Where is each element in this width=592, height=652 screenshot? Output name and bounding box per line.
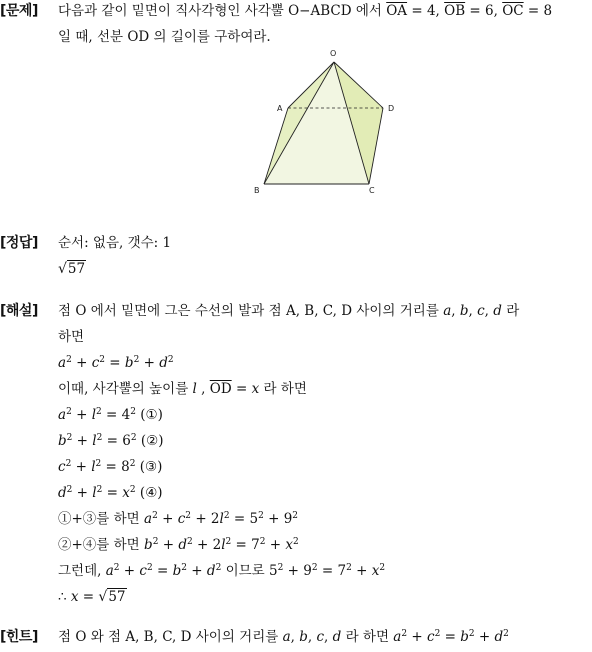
problem-line-1: 다음과 같이 밑면이 직사각형인 사각뿔 O−ABCD 에서 $\overline{OA} = 4$, $\overline{OB} = 6$, $\overline{OC} = 8$ [58,3,553,19]
solution-conclusion: 그런데, $a^2 + c^2 = b^2 + d^2$ 이므로 $5^2 + 9^2 = 7^2 + x^2$ [58,563,386,579]
hint-body [58,626,592,652]
hint-text: 점 O 와 점 A, B, C, D 사이의 거리를 a, b, c, d 라 하면 $a^2 + c^2 = b^2 + d^2$ [58,629,509,645]
solution-tag: [해설] [0,303,38,319]
solution-eq-4: $d^2 + l^2 = x^2$ (④) [58,485,163,501]
solution-line-1: 점 O 에서 밑면에 그은 수선의 발과 점 A, B, C, D 사이의 거리를 a, b, c, d 라 [58,303,520,319]
problem-tag: [문제] [0,3,38,19]
solution-eq-distances: $a^2 + c^2 = b^2 + d^2$ [58,355,174,371]
answer-tag: [정답] [0,235,38,251]
segment-oc: $\overline{OC}$ [502,3,524,19]
solution-sum-1-3: ①+③를 하면 $a^2 + c^2 + 2l^2 = 5^2 + 9^2$ [58,511,299,527]
solution-line-4: 이때, 사각뿔의 높이를 l , $\overline{OD} = x$ 라 하면 [58,381,307,397]
problem-body [58,0,592,52]
answer-body [58,232,592,284]
segment-ob: $\overline{OB}$ [444,3,466,19]
segment-od: $\overline{OD}$ [209,381,232,397]
vertex-label-d: D [388,104,395,113]
vertex-label-a: A [277,104,283,113]
solution-eq-2: $b^2 + l^2 = 6^2$ (②) [58,433,164,449]
answer-radicand: 57 [67,261,86,277]
solution-eq-3: $c^2 + l^2 = 8^2$ (③) [58,459,163,475]
segment-oa: $\overline{OA}$ [386,3,408,19]
vertex-label-b: B [254,186,260,195]
solution-eq-1: $a^2 + l^2 = 4^2$ (①) [58,407,163,423]
pyramid-figure [250,46,410,198]
answer-meta: 순서: 없음, 갯수: 1 [58,235,172,251]
vertex-label-c: C [369,186,375,195]
hint-tag: [힌트] [0,629,38,645]
solution-line-2: 하면 [58,329,85,345]
answer-value: √57 [58,261,86,277]
solution-final: ∴ x = √57 [58,589,126,605]
final-radicand: 57 [108,589,126,605]
problem-line-2: 일 때, 선분 OD 의 길이를 구하여라. [58,29,271,45]
solution-sum-2-4: ②+④를 하면 $b^2 + d^2 + 2l^2 = 7^2 + x^2$ [58,537,299,553]
solution-body [58,300,592,612]
vertex-label-o: O [330,49,337,58]
